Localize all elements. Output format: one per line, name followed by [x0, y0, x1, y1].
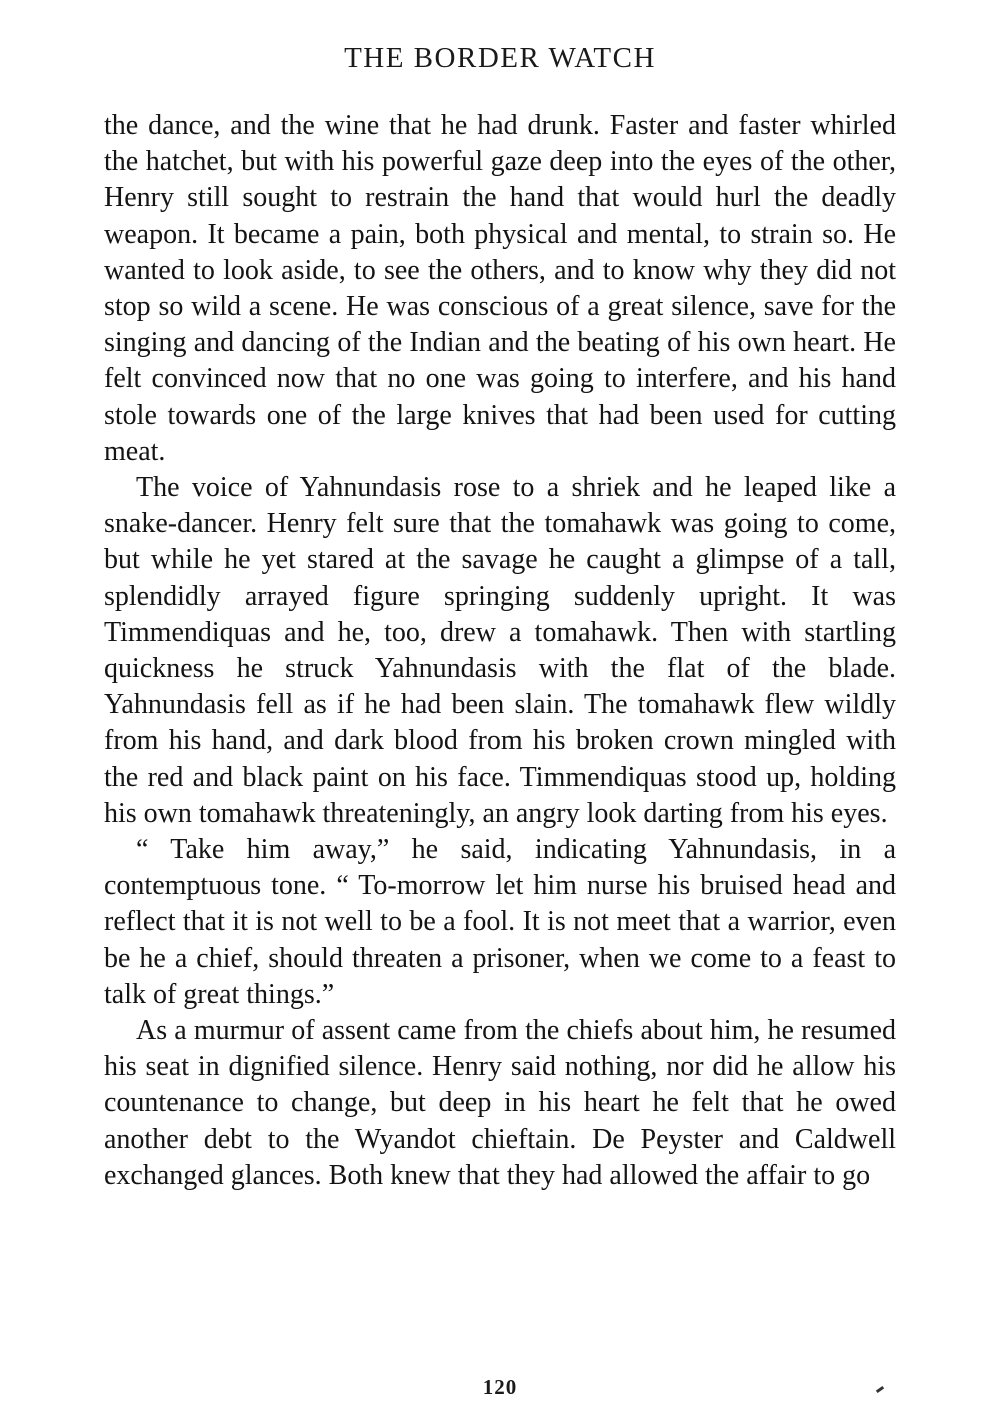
page-number: 120 [482, 1375, 518, 1399]
running-head: THE BORDER WATCH [344, 42, 656, 74]
paragraph: The voice of Yahnundasis rose to a shriek and he leaped like a snake-dancer. Henry felt sure that the tomahawk was going to come, but while he yet stared at the savage he caught a glimpse of a tall, splendidly arrayed figure springing suddenly upright. It was Timmendiquas and he, too, drew a tomahawk. Then with startling quickness he struck Yahnundasis with the flat of the blade. Yahnundasis fell as if he had been slain. The tomahawk flew wildly from his hand, and dark blood from his broken crown mingled with the red and black paint on his face. Timmendiquas stood up, holding his own tomahawk threateningly, an angry look darting from his eyes. [104, 472, 896, 829]
paragraph: As a murmur of assent came from the chiefs about him, he resumed his seat in dignified silence. Henry said nothing, nor did he allow his countenance to change, but deep in his heart he felt that he owed another debt to the Wyandot chieftain. De Peyster and Caldwell exchanged glances. Both knew that they had allowed the affair to go [104, 1015, 896, 1191]
paragraph-continued: the dance, and the wine that he had drunk. Faster and faster whirled the hatchet, but with his powerful gaze deep into the eyes of the other, Henry still sought to restrain the hand that would hurl the deadly weapon. It became a pain, both physical and mental, to strain so. He wanted to look aside, to see the others, and to know why they did not stop so wild a scene. He was conscious of a great silence, save for the singing and dancing of the Indian and the beating of his own heart. He felt convinced now that no one was going to interfere, and his hand stole towards one of the large knives that had been used for cutting meat. [104, 110, 896, 467]
body-text [104, 108, 896, 1194]
paragraph: “ Take him away,” he said, indicating Yahnundasis, in a contemptuous tone. “ To-morrow let him nurse his bruised head and reflect that it is not well to be a fool. It is not meet that a warrior, even be he a chief, should threaten a prisoner, when we come to a feast to talk of great things.” [104, 834, 896, 1010]
